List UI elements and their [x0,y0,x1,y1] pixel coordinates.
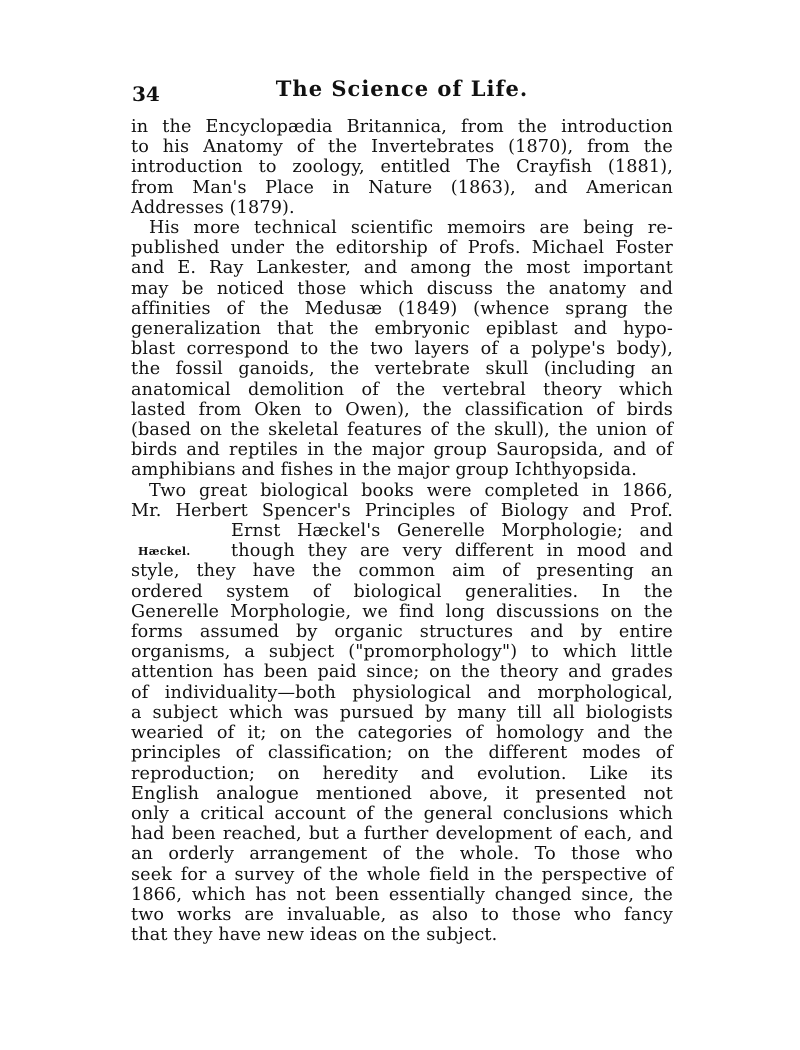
text-line: had been reached, but a further development of each, and [131,824,673,845]
text-line: to his Anatomy of the Invertebrates (1870), from the [131,137,673,158]
text-line: of individuality—both physiological and morphological, [131,682,673,703]
text-line: Generelle Morphologie, we find long discussions on the [131,601,673,622]
text-line: anatomical demolition of the vertebral theory which [131,379,673,400]
text-line: 1866, which has not been essentially changed since, the [131,884,673,905]
running-head: The Science of Life. [275,76,529,101]
text-line: affinities of the Medusæ (1849) (whence sprang the [131,298,673,319]
text-line: the fossil ganoids, the vertebrate skull (including an [131,359,673,380]
text-line: ordered system of biological generalities. In the [131,581,673,602]
text-line: His more technical scientific memoirs are being re- [149,218,673,239]
text-line: blast correspond to the two layers of a polype's body), [131,339,673,360]
text-line: birds and reptiles in the major group Sauropsida, and of [131,440,673,461]
margin-note: Hæckel. [138,545,191,558]
text-line: wearied of it; on the categories of homology and the [131,723,673,744]
page-number: 34 [132,82,160,106]
text-line: principles of classification; on the different modes of [131,743,673,764]
text-line: that they have new ideas on the subject. [131,925,498,946]
text-line: Addresses (1879). [131,197,295,218]
text-line: Two great biological books were completed in 1866, [149,480,673,501]
text-line: two works are invaluable, as also to those who fancy [131,904,673,925]
text-line: introduction to zoology, entitled The Crayfish (1881), [131,157,673,178]
text-line: and E. Ray Lankester, and among the most important [131,258,673,279]
text-line: an orderly arrangement of the whole. To those who [131,844,673,865]
text-line: only a critical account of the general conclusions which [131,803,673,824]
text-line: (based on the skeletal features of the skull), the union of [131,420,673,441]
page-header [130,76,674,106]
text-line: lasted from Oken to Owen), the classification of birds [131,399,673,420]
text-line: though they are very different in mood and [231,541,673,562]
body-text [131,117,673,945]
text-line: reproduction; on heredity and evolution. Like its [131,763,673,784]
text-line: generalization that the embryonic epiblast and hypo- [131,319,673,340]
text-line: organisms, a subject ("promorphology") to which little [131,642,673,663]
text-line: Ernst Hæckel's Generelle Morphologie; and [231,521,673,542]
text-line: forms assumed by organic structures and by entire [131,622,673,643]
text-line: amphibians and fishes in the major group Ichthyopsida. [131,460,637,481]
text-line: may be noticed those which discuss the anatomy and [131,278,673,299]
text-line: seek for a survey of the whole field in the perspective of [131,864,673,885]
text-line: English analogue mentioned above, it presented not [131,783,673,804]
text-line: Mr. Herbert Spencer's Principles of Biology and Prof. [131,500,673,521]
text-line: style, they have the common aim of presenting an [131,561,673,582]
text-line: attention has been paid since; on the theory and grades [131,662,673,683]
text-line: in the Encyclopædia Britannica, from the introduction [131,117,673,137]
text-line: from Man's Place in Nature (1863), and American [131,177,673,198]
text-line: published under the editorship of Profs. Michael Foster [131,238,673,259]
text-line: a subject which was pursued by many till all biologists [131,702,673,723]
